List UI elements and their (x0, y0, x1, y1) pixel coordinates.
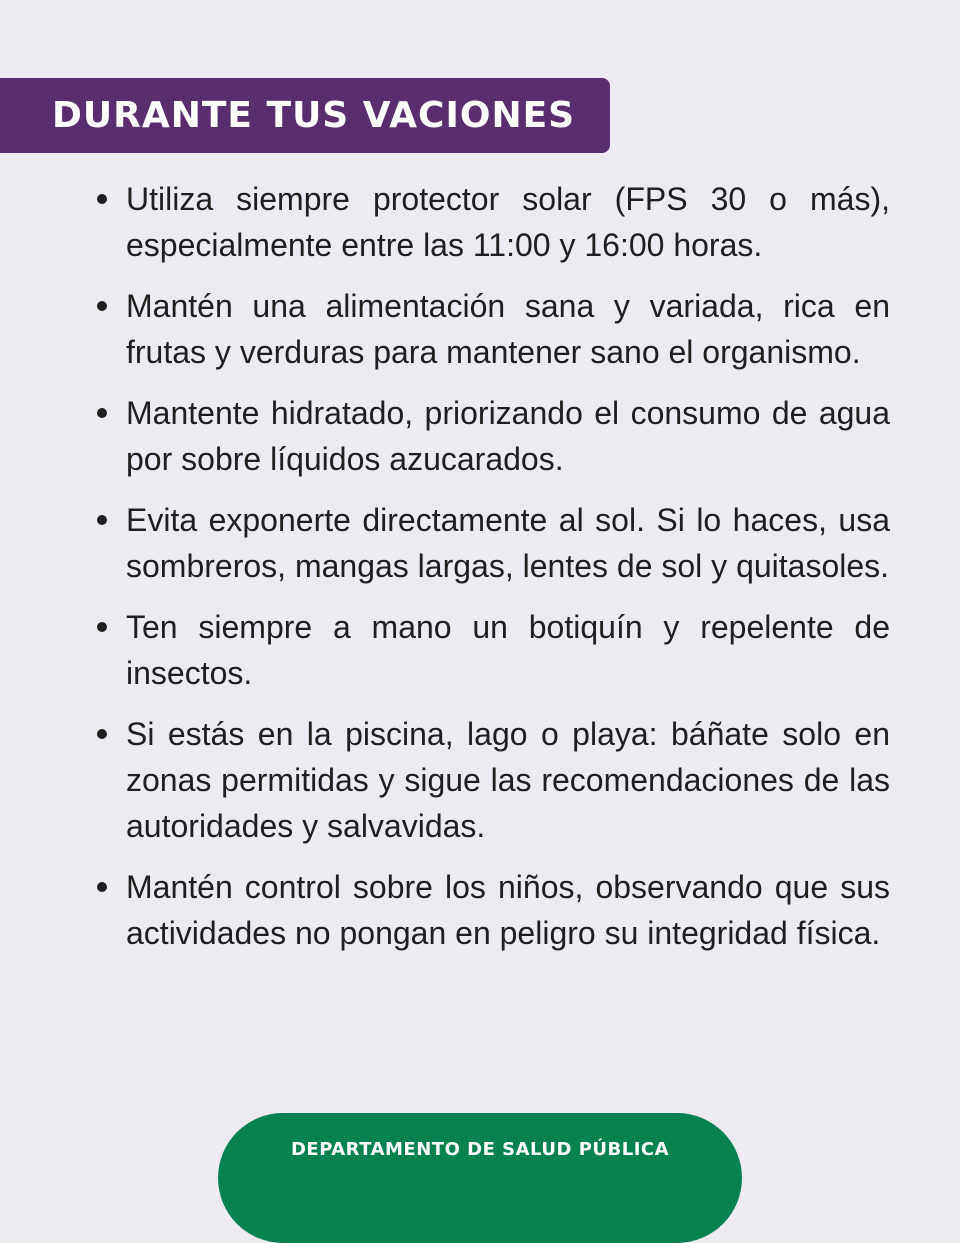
list-item (95, 390, 890, 482)
title-banner (0, 78, 610, 153)
tip-text: Si estás en la piscina, lago o playa: báñate solo en zonas permitidas y sigue las recomendaciones de las autoridades y salvavidas. (126, 716, 890, 844)
bullet-icon (97, 882, 107, 892)
footer-label: DEPARTAMENTO DE SALUD PÚBLICA (290, 1139, 670, 1160)
tip-text: Mantente hidratado, priorizando el consumo de agua por sobre líquidos azucarados. (126, 395, 890, 477)
bullet-icon (97, 194, 107, 204)
tips-list (95, 176, 890, 971)
bullet-icon (97, 408, 107, 418)
tip-text: Mantén control sobre los niños, observando que sus actividades no pongan en peligro su integridad física. (126, 869, 890, 951)
footer-badge (218, 1113, 742, 1243)
tip-text: Mantén una alimentación sana y variada, rica en frutas y verduras para mantener sano el organismo. (126, 288, 890, 370)
tip-text: Ten siempre a mano un botiquín y repelente de insectos. (126, 609, 890, 691)
list-item (95, 176, 890, 268)
bullet-icon (97, 515, 107, 525)
list-item (95, 604, 890, 696)
list-item (95, 864, 890, 956)
tip-text: Evita exponerte directamente al sol. Si lo haces, usa sombreros, mangas largas, lentes de sol y quitasoles. (126, 502, 890, 584)
list-item (95, 711, 890, 849)
bullet-icon (97, 729, 107, 739)
bullet-icon (97, 622, 107, 632)
list-item (95, 497, 890, 589)
bullet-icon (97, 301, 107, 311)
page-title: DURANTE TUS VACIONES (52, 95, 576, 136)
list-item (95, 283, 890, 375)
tip-text: Utiliza siempre protector solar (FPS 30 o más), especialmente entre las 11:00 y 16:00 horas. (126, 181, 890, 263)
